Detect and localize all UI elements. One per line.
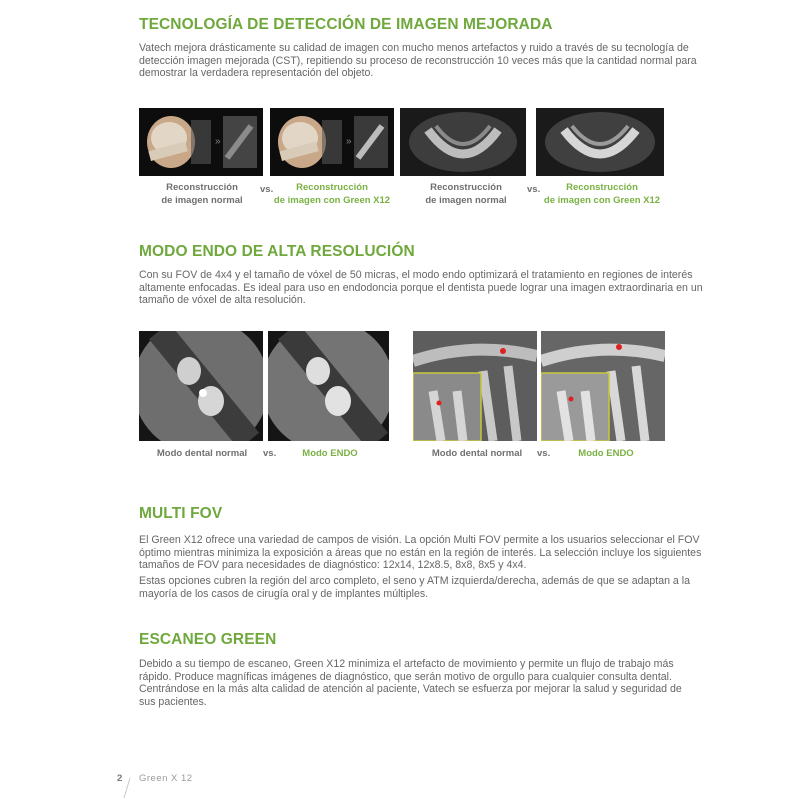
ct-axial-green-image (536, 108, 664, 176)
ct-recon-normal-image (139, 108, 263, 176)
caption-dental-normal-2: Modo dental normal (431, 448, 523, 459)
endo-mode-tooth-image (541, 331, 665, 441)
caption-line: Reconstrucción (566, 182, 638, 193)
vs-label: vs. (260, 184, 274, 195)
endo-normal-tooth-image (413, 331, 537, 441)
caption-line: de imagen normal (161, 194, 243, 206)
caption-recon-normal-1 (150, 182, 254, 207)
section-body-multi-fov-2: Estas opciones cubren la región del arco completo, el seno y ATM izquierda/derecha, además de que se adaptan a la mayoría de los casos de cirugía oral y de implantes múltiples. (139, 575, 691, 600)
footer-divider (122, 772, 132, 800)
caption-line: de imagen con Green X12 (543, 194, 661, 206)
endo-mode-image (268, 331, 389, 441)
vs-label: vs. (527, 184, 541, 195)
section-body-imagen: Vatech mejora drásticamente su calidad de imagen con mucho menos artefactos y ruido a través de su tecnología de detección imagen mejorada (CST), repitiendo su proceso de reconstrucción 10 veces más que la cantidad normal para demostrar la verdadera representación del objeto. (139, 42, 697, 80)
caption-recon-green-1 (270, 182, 394, 207)
page-number: 2 (117, 773, 123, 784)
ct-axial-normal-image (400, 108, 526, 176)
caption-line: de imagen normal (425, 194, 507, 206)
ct-recon-green-image (270, 108, 394, 176)
svg-text:»: » (346, 136, 352, 147)
section-title-imagen: TECNOLOGÍA DE DETECCIÓN DE IMAGEN MEJORADA (139, 16, 553, 33)
caption-recon-normal-2 (414, 182, 518, 207)
svg-text:»: » (215, 136, 221, 147)
caption-dental-normal-1: Modo dental normal (156, 448, 248, 459)
section-body-endo: Con su FOV de 4x4 y el tamaño de vóxel de 50 micras, el modo endo optimizará el tratamiento en regiones de interés altamente enfocadas. Es ideal para uso en endodoncia porque el dentista puede lograr una imagen extraordinaria en un tamaño de vóxel de alta resolución. (139, 269, 703, 307)
section-title-multi-fov: MULTI FOV (139, 505, 223, 522)
section-body-multi-fov-1: El Green X12 ofrece una variedad de campos de visión. La opción Multi FOV permite a los usuarios seleccionar el FOV óptimo mientras minimiza la exposición a áreas que no están en la región de interés. La selección incluye los siguientes tamaños de FOV para necesidades de diagnóstico: 12x14, 12x8.5, 8x8, 8x5 y 4x4. (139, 534, 702, 572)
endo-normal-image (139, 331, 263, 441)
caption-recon-green-2 (540, 182, 664, 207)
caption-endo-1: Modo ENDO (302, 448, 358, 459)
section-title-escaneo: ESCANEO GREEN (139, 631, 277, 648)
caption-line: Reconstrucción (296, 182, 368, 193)
caption-line: Reconstrucción (166, 182, 238, 193)
caption-line: de imagen con Green X12 (273, 194, 391, 206)
section-title-endo: MODO ENDO DE ALTA RESOLUCIÓN (139, 243, 415, 260)
caption-line: Reconstrucción (430, 182, 502, 193)
footer-product: Green X 12 (139, 773, 193, 784)
vs-label: vs. (263, 448, 277, 459)
caption-endo-2: Modo ENDO (578, 448, 634, 459)
section-body-escaneo: Debido a su tiempo de escaneo, Green X12 minimiza el artefacto de movimiento y permite un flujo de trabajo más rápido. Produce magníficas imágenes de diagnóstico, que serán motivo de orgullo para cualquier consulta dental. Centrándose en la más alta calidad de atención al paciente, Vatech se esfuerza por mejorar la salud y seguridad de sus pacientes. (139, 658, 682, 708)
vs-label: vs. (537, 448, 551, 459)
